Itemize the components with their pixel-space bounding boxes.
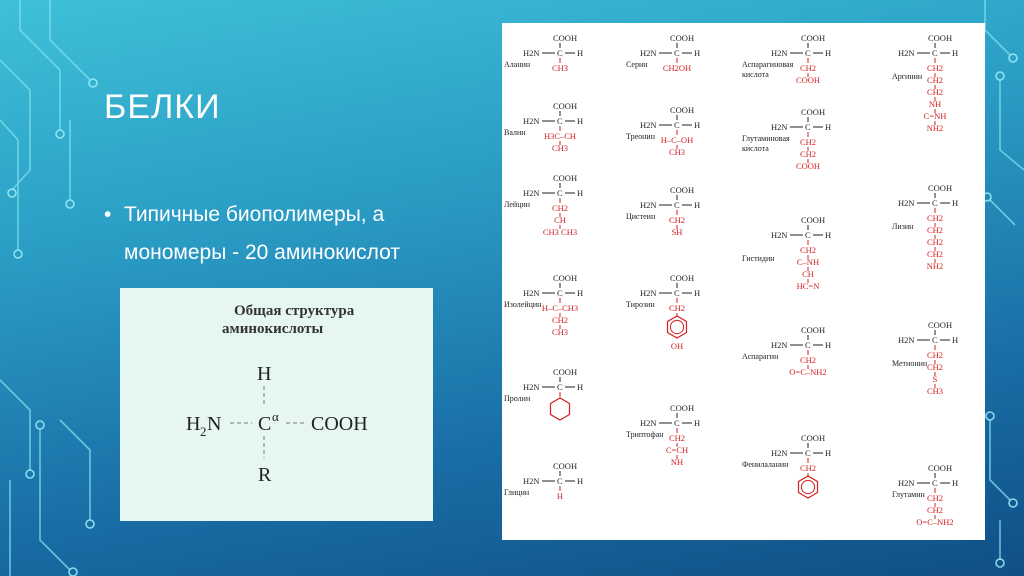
- aa-cooh-1: COOH: [553, 101, 578, 111]
- aa-name-15: Фенилаланин: [742, 460, 789, 469]
- aa-cooh-13: COOH: [801, 215, 826, 225]
- aa-carbon-10: C: [674, 418, 680, 428]
- aa-name-0: Аланин: [504, 60, 531, 69]
- aa-cooh-14: COOH: [801, 325, 826, 335]
- aa-h-11: H: [825, 48, 832, 58]
- aa-amine-12: H2N: [771, 122, 788, 132]
- aa-carbon-15: C: [805, 448, 811, 458]
- aa-name-18: Метионин: [892, 359, 928, 368]
- aa-h-2: H: [577, 188, 584, 198]
- structure-r-group: R: [258, 464, 272, 486]
- aa-amine-17: H2N: [898, 198, 915, 208]
- aa-side-9-2: OH: [670, 341, 684, 351]
- aa-h-15: H: [825, 448, 832, 458]
- aa-side-18-0: CH2: [926, 350, 944, 360]
- aa-side-2-2: CH3 CH3: [542, 227, 578, 237]
- aa-amine-4: H2N: [523, 382, 540, 392]
- aa-side-2-0: CH2: [551, 203, 569, 213]
- aa-amine-6: H2N: [640, 48, 657, 58]
- aa-amine-7: H2N: [640, 120, 657, 130]
- aa-amine-3: H2N: [523, 288, 540, 298]
- aa-h-3: H: [577, 288, 584, 298]
- aa-side-7-1: CH3: [668, 147, 686, 157]
- aa-h-13: H: [825, 230, 832, 240]
- aa-side-13-3: HC=N: [796, 281, 820, 291]
- aa-name-10: Триптофан: [626, 430, 664, 439]
- aa-side-13-2: CH: [802, 269, 814, 279]
- aa-amine-10: H2N: [640, 418, 657, 428]
- aa-side-19-0: CH2: [926, 493, 944, 503]
- aa-amine-5: H2N: [523, 476, 540, 486]
- aa-name-12-b: кислота: [742, 144, 769, 153]
- aa-cooh-8: COOH: [670, 185, 695, 195]
- aa-cooh-16: COOH: [928, 33, 953, 43]
- aa-name-12-a: Глутаминовая: [742, 134, 790, 143]
- aa-side-8-0: CH2: [668, 215, 686, 225]
- aa-carbon-3: C: [557, 288, 563, 298]
- aa-name-6: Серин: [626, 60, 648, 69]
- aa-name-7: Треонин: [626, 132, 655, 141]
- aa-carbon-9: C: [674, 288, 680, 298]
- aa-h-16: H: [952, 48, 959, 58]
- aa-side-19-2: O=C–NH2: [916, 517, 954, 527]
- aa-side-16-5: NH2: [926, 123, 944, 133]
- aa-h-9: H: [694, 288, 701, 298]
- aa-amine-1: H2N: [523, 116, 540, 126]
- aa-carbon-8: C: [674, 200, 680, 210]
- aa-side-2-1: CH: [554, 215, 566, 225]
- aa-amine-14: H2N: [771, 340, 788, 350]
- aa-side-19-1: CH2: [926, 505, 944, 515]
- aa-side-16-0: CH2: [926, 63, 944, 73]
- aa-side-16-2: CH2: [926, 87, 944, 97]
- aa-side-11-1: COOH: [795, 75, 821, 85]
- aa-side-1-1: CH3: [551, 143, 569, 153]
- aa-carbon-18: C: [932, 335, 938, 345]
- structure-top-h: H: [257, 363, 272, 385]
- aa-side-10-1: C=CH: [665, 445, 689, 455]
- aa-name-3: Изолейцин: [504, 300, 542, 309]
- aa-side-3-2: CH3: [551, 327, 569, 337]
- aa-ring-15-inner: [801, 480, 814, 493]
- aa-name-11-a: Аспарагиновая: [742, 60, 794, 69]
- bullet-item: [104, 196, 464, 272]
- aa-cooh-9: COOH: [670, 273, 695, 283]
- aa-name-14: Аспарагин: [742, 352, 779, 361]
- aa-carbon-12: C: [805, 122, 811, 132]
- aa-cooh-2: COOH: [553, 173, 578, 183]
- bullet-text: Типичные биополимеры, а мономеры - 20 аминокислот: [124, 203, 401, 264]
- aa-name-2: Лейцин: [504, 200, 531, 209]
- aa-cooh-3: COOH: [553, 273, 578, 283]
- aa-h-17: H: [952, 198, 959, 208]
- aa-side-1-0: H3C–CH: [543, 131, 577, 141]
- aa-side-8-1: SH: [671, 227, 683, 237]
- aa-name-13: Гистидин: [742, 254, 775, 263]
- structure-amine-n: N: [207, 413, 222, 435]
- structure-heading-1: Общая структура: [234, 303, 355, 319]
- aa-side-12-2: COOH: [795, 161, 821, 171]
- aa-amine-15: H2N: [771, 448, 788, 458]
- aa-h-8: H: [694, 200, 701, 210]
- aa-cooh-12: COOH: [801, 107, 826, 117]
- aa-amine-11: H2N: [771, 48, 788, 58]
- aa-h-14: H: [825, 340, 832, 350]
- structure-heading-2: аминокислоты: [222, 321, 324, 337]
- aa-side-17-1: CH2: [926, 225, 944, 235]
- aa-side-18-3: CH3: [926, 386, 944, 396]
- aa-cooh-19: COOH: [928, 463, 953, 473]
- slide-title: БЕЛКИ: [104, 88, 221, 126]
- aa-carbon-4: C: [557, 382, 563, 392]
- aa-carbon-11: C: [805, 48, 811, 58]
- aa-side-12-1: CH2: [799, 149, 817, 159]
- aa-h-5: H: [577, 476, 584, 486]
- structure-alpha-sup: α: [272, 409, 279, 424]
- aa-amine-2: H2N: [523, 188, 540, 198]
- structure-amine-h: H: [186, 413, 201, 435]
- aa-side-7-0: H–C–OH: [660, 135, 694, 145]
- bullet-marker: •: [104, 203, 112, 226]
- aa-side-13-0: CH2: [799, 245, 817, 255]
- aa-cooh-18: COOH: [928, 320, 953, 330]
- aa-cooh-11: COOH: [801, 33, 826, 43]
- aa-carbon-7: C: [674, 120, 680, 130]
- structure-amine-sub: 2: [200, 424, 207, 439]
- aa-h-19: H: [952, 478, 959, 488]
- aa-carbon-2: C: [557, 188, 563, 198]
- aa-side-17-2: CH2: [926, 237, 944, 247]
- aa-cooh-5: COOH: [553, 461, 578, 471]
- structure-carboxyl: COOH: [311, 413, 368, 435]
- aa-amine-0: H2N: [523, 48, 540, 58]
- aa-h-0: H: [577, 48, 584, 58]
- aa-name-17: Лизин: [892, 222, 914, 231]
- aa-cooh-6: COOH: [670, 33, 695, 43]
- aa-side-3-1: CH2: [551, 315, 569, 325]
- aa-side-6-0: CH2OH: [662, 63, 692, 73]
- aa-side-10-0: CH2: [668, 433, 686, 443]
- general-structure-panel: [120, 288, 433, 521]
- aa-cooh-10: COOH: [670, 403, 695, 413]
- aa-h-10: H: [694, 418, 701, 428]
- aa-amine-9: H2N: [640, 288, 657, 298]
- aa-h-1: H: [577, 116, 584, 126]
- aa-side-9-0: CH2: [668, 303, 686, 313]
- aa-ring-9-inner: [670, 320, 683, 333]
- aa-name-11-b: кислота: [742, 70, 769, 79]
- aa-side-17-4: NH2: [926, 261, 944, 271]
- aa-name-5: Глицин: [504, 488, 530, 497]
- aa-side-18-1: CH2: [926, 362, 944, 372]
- aa-side-12-0: CH2: [799, 137, 817, 147]
- aa-amine-13: H2N: [771, 230, 788, 240]
- aa-amine-18: H2N: [898, 335, 915, 345]
- aa-name-16: Аргинин: [892, 72, 923, 81]
- aa-h-4: H: [577, 382, 584, 392]
- aa-carbon-13: C: [805, 230, 811, 240]
- aa-side-5-0: H: [556, 491, 564, 501]
- aa-carbon-0: C: [557, 48, 563, 58]
- aa-cooh-0: COOH: [553, 33, 578, 43]
- aa-side-15-0: CH2: [799, 463, 817, 473]
- aa-side-10-2: NH: [670, 457, 684, 467]
- aa-side-3-0: H–C–CH3: [541, 303, 579, 313]
- aa-carbon-16: C: [932, 48, 938, 58]
- aa-side-16-1: CH2: [926, 75, 944, 85]
- aa-name-9: Тирозин: [626, 300, 655, 309]
- structure-alpha-carbon: C: [258, 413, 272, 435]
- aa-side-14-1: O=C–NH2: [789, 367, 827, 377]
- aa-carbon-19: C: [932, 478, 938, 488]
- aa-side-16-4: C=NH: [923, 111, 947, 121]
- general-structure-diagram: [120, 288, 433, 521]
- amino-acids-diagram: [502, 23, 985, 540]
- aa-side-17-3: CH2: [926, 249, 944, 259]
- aa-side-16-3: NH: [928, 99, 942, 109]
- aa-h-12: H: [825, 122, 832, 132]
- aa-carbon-5: C: [557, 476, 563, 486]
- aa-ring-4: [551, 398, 570, 420]
- aa-cooh-7: COOH: [670, 105, 695, 115]
- aa-amine-8: H2N: [640, 200, 657, 210]
- aa-name-1: Валин: [504, 128, 526, 137]
- amino-acids-panel: [502, 23, 985, 540]
- aa-h-18: H: [952, 335, 959, 345]
- aa-cooh-17: COOH: [928, 183, 953, 193]
- aa-name-4: Пролин: [504, 394, 531, 403]
- aa-side-18-2: S: [932, 374, 938, 384]
- aa-carbon-1: C: [557, 116, 563, 126]
- aa-side-11-0: CH2: [799, 63, 817, 73]
- aa-h-7: H: [694, 120, 701, 130]
- aa-side-13-1: C–NH: [796, 257, 820, 267]
- aa-h-6: H: [694, 48, 701, 58]
- aa-carbon-17: C: [932, 198, 938, 208]
- aa-name-19: Глутамин: [892, 490, 925, 499]
- aa-side-14-0: CH2: [799, 355, 817, 365]
- aa-cooh-4: COOH: [553, 367, 578, 377]
- aa-amine-19: H2N: [898, 478, 915, 488]
- aa-carbon-6: C: [674, 48, 680, 58]
- aa-amine-16: H2N: [898, 48, 915, 58]
- aa-carbon-14: C: [805, 340, 811, 350]
- aa-name-8: Цистеин: [626, 212, 656, 221]
- aa-side-0-0: CH3: [551, 63, 569, 73]
- aa-cooh-15: COOH: [801, 433, 826, 443]
- aa-side-17-0: CH2: [926, 213, 944, 223]
